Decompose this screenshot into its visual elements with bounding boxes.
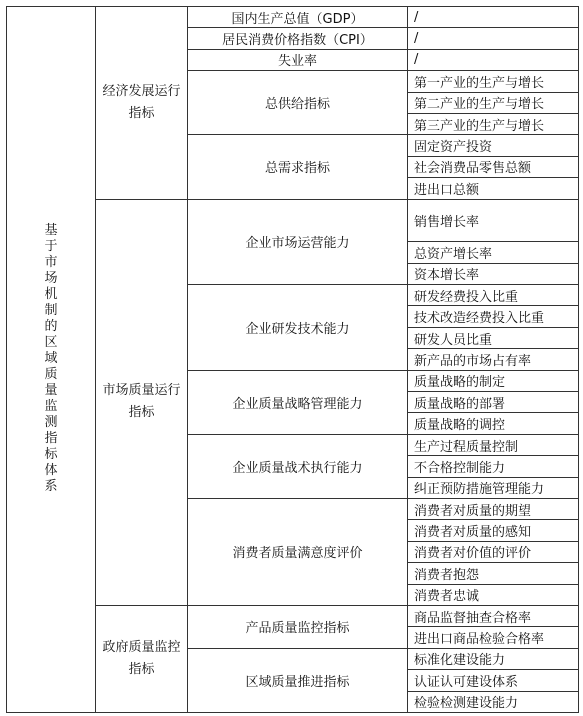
subgroup-name: 区域质量推进指标 bbox=[188, 648, 408, 712]
subgroup-name: 居民消费价格指数（CPI） bbox=[188, 28, 408, 49]
indicator-item: 进出口总额 bbox=[408, 178, 579, 199]
indicator-item: 商品监督抽查合格率 bbox=[408, 605, 579, 626]
subgroup-name: 国内生产总值（GDP） bbox=[188, 7, 408, 28]
subgroup-name: 失业率 bbox=[188, 49, 408, 70]
indicator-item: 进出口商品检验合格率 bbox=[408, 627, 579, 648]
indicator-item: 消费者对价值的评价 bbox=[408, 541, 579, 562]
indicator-item: / bbox=[408, 7, 579, 28]
indicator-item: 第一产业的生产与增长 bbox=[408, 71, 579, 92]
indicator-item: 纠正预防措施管理能力 bbox=[408, 477, 579, 498]
indicator-item: 第三产业的生产与增长 bbox=[408, 113, 579, 134]
indicator-item: 消费者对质量的感知 bbox=[408, 520, 579, 541]
subgroup-name: 企业质量战略管理能力 bbox=[188, 370, 408, 434]
indicator-item: 生产过程质量控制 bbox=[408, 434, 579, 455]
table-title: 基于市场机制的区域质量监测指标体系 bbox=[44, 223, 58, 495]
indicator-item: 消费者忠诚 bbox=[408, 584, 579, 605]
subgroup-name: 企业质量战术执行能力 bbox=[188, 434, 408, 498]
indicator-item: 研发人员比重 bbox=[408, 327, 579, 348]
indicator-item: 固定资产投资 bbox=[408, 135, 579, 156]
indicator-item: 标准化建设能力 bbox=[408, 648, 579, 669]
group-name: 经济发展运行指标 bbox=[96, 7, 188, 200]
subgroup-name: 企业研发技术能力 bbox=[188, 285, 408, 371]
indicator-item: 总资产增长率 bbox=[408, 242, 579, 263]
group-name: 市场质量运行指标 bbox=[96, 199, 188, 605]
subgroup-name: 产品质量监控指标 bbox=[188, 605, 408, 648]
subgroup-name: 总需求指标 bbox=[188, 135, 408, 199]
indicator-item: 消费者对质量的期望 bbox=[408, 498, 579, 519]
indicator-item: 社会消费品零售总额 bbox=[408, 156, 579, 177]
indicator-item: 新产品的市场占有率 bbox=[408, 349, 579, 370]
indicator-item: / bbox=[408, 28, 579, 49]
subgroup-name: 企业市场运营能力 bbox=[188, 199, 408, 285]
indicator-item: 消费者抱怨 bbox=[408, 563, 579, 584]
indicator-item: 技术改造经费投入比重 bbox=[408, 306, 579, 327]
indicator-item: 不合格控制能力 bbox=[408, 456, 579, 477]
subgroup-name: 总供给指标 bbox=[188, 71, 408, 135]
indicator-item: 销售增长率 bbox=[408, 199, 579, 242]
table-title-cell bbox=[7, 7, 96, 713]
table-row bbox=[7, 7, 579, 28]
indicator-item: 检验检测建设能力 bbox=[408, 691, 579, 712]
indicator-item: 第二产业的生产与增长 bbox=[408, 92, 579, 113]
indicator-item: 研发经费投入比重 bbox=[408, 285, 579, 306]
indicator-item: 质量战略的部署 bbox=[408, 392, 579, 413]
indicator-item: / bbox=[408, 49, 579, 70]
indicator-item: 质量战略的调控 bbox=[408, 413, 579, 434]
indicator-system-table bbox=[6, 6, 579, 713]
group-name: 政府质量监控指标 bbox=[96, 605, 188, 712]
indicator-item: 资本增长率 bbox=[408, 263, 579, 284]
subgroup-name: 消费者质量满意度评价 bbox=[188, 498, 408, 605]
indicator-item: 认证认可建设体系 bbox=[408, 670, 579, 691]
indicator-item: 质量战略的制定 bbox=[408, 370, 579, 391]
